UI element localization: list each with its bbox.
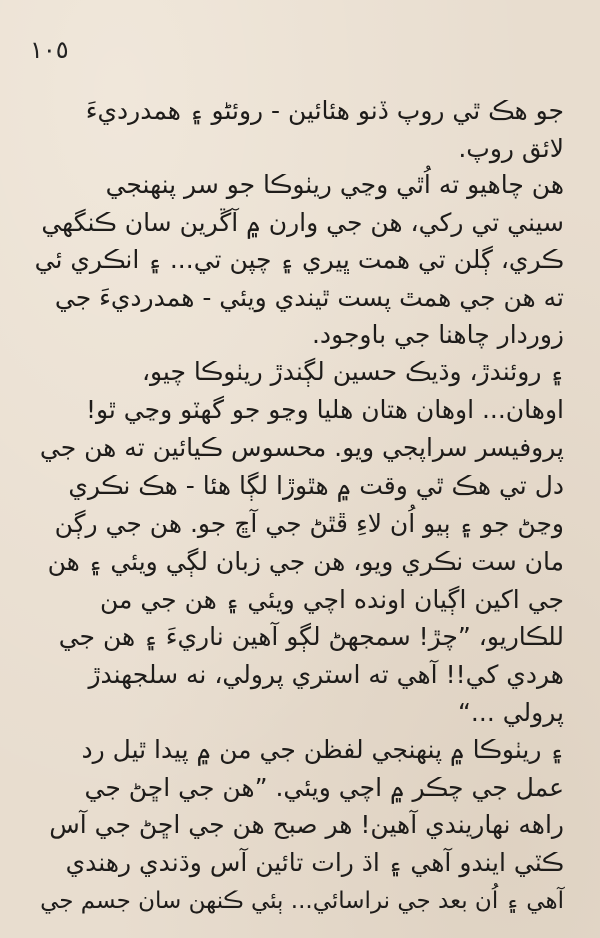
- text-line-16: هردي کي!! آهي ته استري پرولي، نه سلجهندڙ: [88, 660, 564, 689]
- text-line-1: جو هڪ ٿي روپ ڏنو هئائين - روئڻو ۽ همدرديءَ: [85, 96, 564, 125]
- page-number: ١٠٥: [30, 36, 69, 64]
- text-line-14: جي اکين اڳيان اونده اچي ويئي ۽ هن جي من: [99, 585, 564, 614]
- text-line-11: دل تي هڪ ٿي وقت ۾ هٿوڙا لڳا هئا - هڪ نڪري: [68, 471, 564, 500]
- text-line-22: آهي ۽ اُن بعد جي نراسائي... ٻئي ڪنهن سان جسم جي: [40, 888, 564, 914]
- text-line-20: راهه نهاريندي آهين! هر صبح هن جي اڇڻ جي آس: [49, 810, 564, 839]
- text-line-10: پروفيسر سراپجي ويو. محسوس ڪيائين ته هن جي: [39, 433, 564, 462]
- text-line-4: سيني تي رکي، هن جي وارن ۾ آڱرين سان ڪنگهي: [41, 208, 564, 237]
- text-line-3: هن چاهيو ته اُٿي وڃي ريٺوڪا جو سر پنهنجي: [105, 170, 564, 199]
- text-line-17: پرولي ...“: [457, 698, 564, 727]
- text-line-9: اوهان... اوهان هتان هليا وڃو جو گهٽو وڃي ٿو!: [85, 395, 564, 424]
- text-line-21: ڪٽي ايندو آهي ۽ اڌ رات تائين آس وڌندي رهندي: [65, 848, 564, 877]
- text-line-8: ۽ روئندڙ، وڌيڪ حسين لڳندڙ ريٺوڪا چيو،: [141, 357, 564, 386]
- text-line-19: عمل جي چڪر ۾ اچي ويئي. ”هن جي اڇڻ جي: [84, 773, 564, 802]
- text-line-2: لائق روپ.: [458, 134, 564, 163]
- text-line-15: للڪاريو، ”چڙ! سمجهڻ لڳو آهين ناريءَ ۽ هن جي: [58, 622, 564, 651]
- text-line-7: زوردار چاهنا جي باوجود.: [311, 320, 564, 349]
- text-line-13: مان ست نڪري ويو، هن جي زبان لڳي ويئي ۽ هن: [47, 547, 564, 576]
- text-line-6: ته هن جي همٿ پست ٿيندي ويئي - همدرديءَ جي: [54, 283, 564, 312]
- text-line-12: وڃڻ جو ۽ ٻيو اُن لاءِ ڦٿڻ جي آڇ جو. هن جي رڳن: [54, 509, 564, 538]
- text-line-18: ۽ ريٺوڪا ۾ پنهنجي لفظن جي من ۾ پيدا ٿيل رد: [81, 735, 564, 764]
- text-line-5: ڪري، ڳلن تي همت ڀيري ۽ چپن تي... ۽ انڪري ئي: [34, 245, 564, 274]
